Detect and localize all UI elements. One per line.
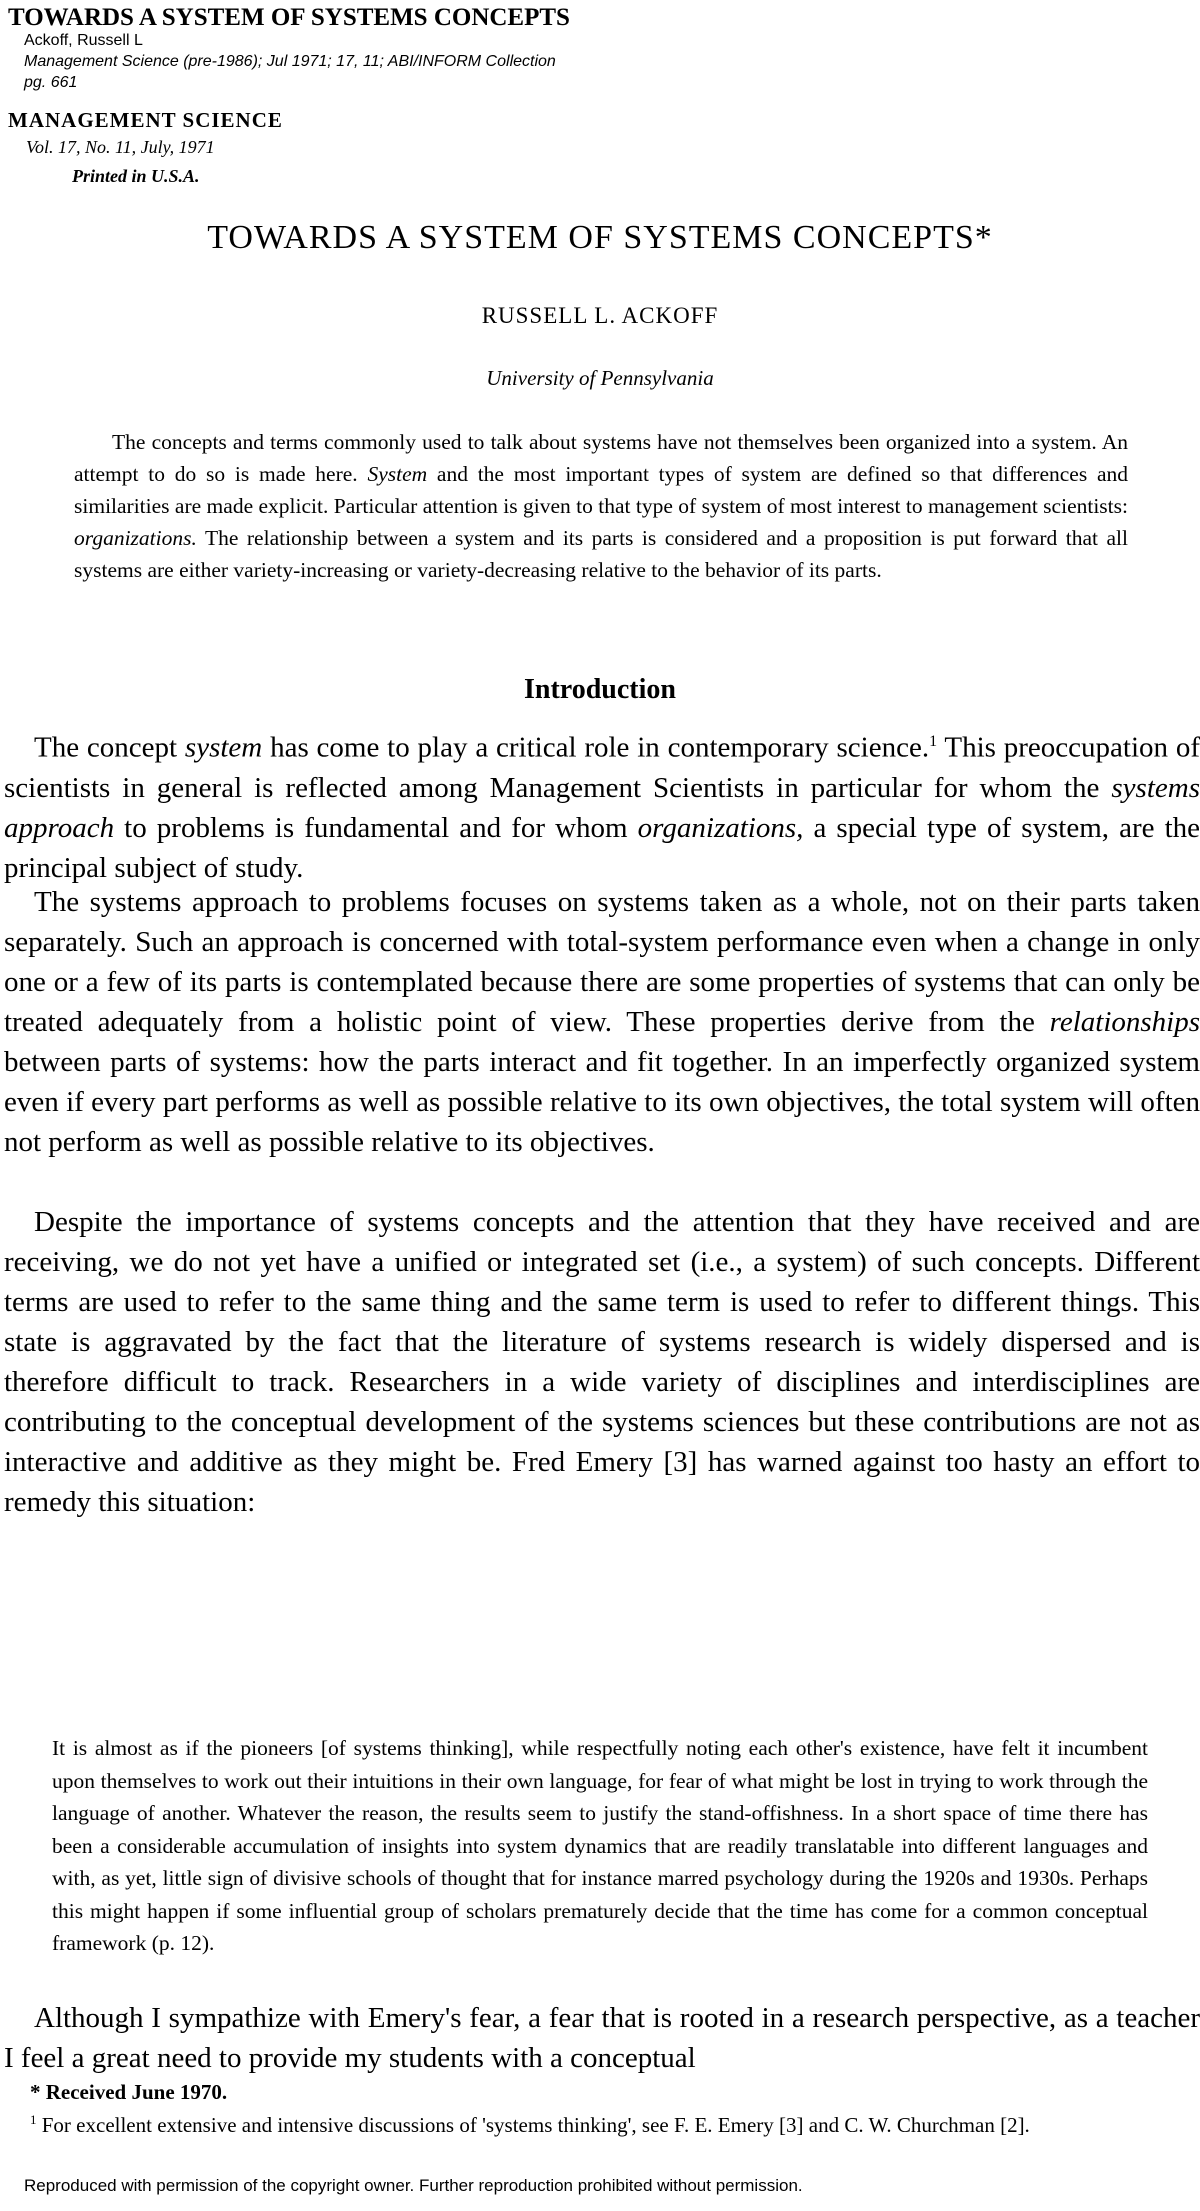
database-record-author: Ackoff, Russell L — [24, 32, 143, 49]
paper-affiliation: University of Pennsylvania — [486, 366, 714, 390]
reproduction-notice: Reproduced with permission of the copyright owner. Further reproduction prohibited without permission. — [24, 2176, 803, 2195]
abstract: The concepts and terms commonly used to talk about systems have not themselves been organized into a system. An attempt to do so is made here. System and the most important types of system are defined so that differences and similarities are made explicit. Particular attention is given to that type of system of most interest to management scientists: organizations. The relationship between a system and its parts is considered and a proposition is put forward that all systems are either variety-increasing or variety-decreasing relative to the behavior of its parts. — [74, 430, 1129, 582]
body-paragraph-2: The systems approach to problems focuses on systems taken as a whole, not on their parts taken separately. Such an approach is concerned with total-system performance even when a change in only one or a few of its parts is contemplated because there are some properties of systems that can only be treated adequately from a holistic point of view. These properties derive from the relationships between parts of systems: how the parts interact and fit together. In an imperfectly organized system even if every part performs as well as possible relative to its own objectives, the total system will often not perform as well as possible relative to its objectives. — [4, 886, 1200, 1158]
journal-volume: Vol. 17, No. 11, July, 1971 — [26, 137, 215, 157]
body-paragraph-3: Despite the importance of systems concepts and the attention that they have received and are receiving, we do not yet have a unified or integrated set (i.e., a system) of such concepts. Different terms are used to refer to the same thing and the same term is used to refer to different things. This state is aggravated by the fact that the literature of systems research is widely dispersed and is therefore difficult to track. Researchers in a wide variety of disciplines and interdisciplines are contributing to the conceptual development of the systems sciences but these contributions are not as interactive and additive as they might be. Fred Emery [3] has warned against too hasty an effort to remedy this situation: — [4, 1206, 1200, 1518]
printed-note: Printed in U.S.A. — [72, 166, 200, 186]
paper-author: RUSSELL L. ACKOFF — [481, 303, 719, 328]
block-quote: It is almost as if the pioneers [of systems thinking], while respectfully noting each other's existence, have felt it incumbent upon themselves to work out their intuitions in their own language, for fear of what might be lost in trying to work through the language of another. Whatever the reason, the results seem to justify the stand-offishness. In a short space of time there has been a considerable accumulation of insights into system dynamics that are readily translatable into different languages and with, as yet, little sign of divisive schools of thought that for instance marred psychology during the 1920s and 1930s. Perhaps this might happen if some influential group of scholars prematurely decide that the time has come for a common conceptual framework (p. 12). — [52, 1736, 1148, 1955]
database-record-citation: Management Science (pre-1986); Jul 1971; 17, 11; ABI/INFORM Collection — [24, 53, 556, 70]
database-record-title: TOWARDS A SYSTEM OF SYSTEMS CONCEPTS — [8, 4, 570, 31]
paper-title: TOWARDS A SYSTEM OF SYSTEMS CONCEPTS* — [207, 219, 993, 256]
journal-name: MANAGEMENT SCIENCE — [8, 108, 283, 132]
database-record-page: pg. 661 — [24, 74, 78, 91]
body-paragraph-4: Although I sympathize with Emery's fear, a fear that is rooted in a research perspective, as a teacher I feel a great need to provide my students with a conceptual — [4, 2002, 1200, 2074]
footnote-received: * Received June 1970. — [30, 2080, 228, 2104]
footnote-1: $^1$ For excellent extensive and intensive discussions of 'systems thinking', see F. E. Emery [3] and C. W. Churchman [2]. — [30, 2112, 1030, 2137]
footnote-marker: 1 — [929, 733, 938, 750]
section-heading: Introduction — [524, 674, 676, 705]
body-paragraph-1: The concept system has come to play a critical role in contemporary science.$^1$ This preoccupation of scientists in general is reflected among Management Scientists in particular for whom the systems approach to problems is fundamental and for whom organizations, a special type of system, are the principal subject of study. — [4, 731, 1200, 884]
